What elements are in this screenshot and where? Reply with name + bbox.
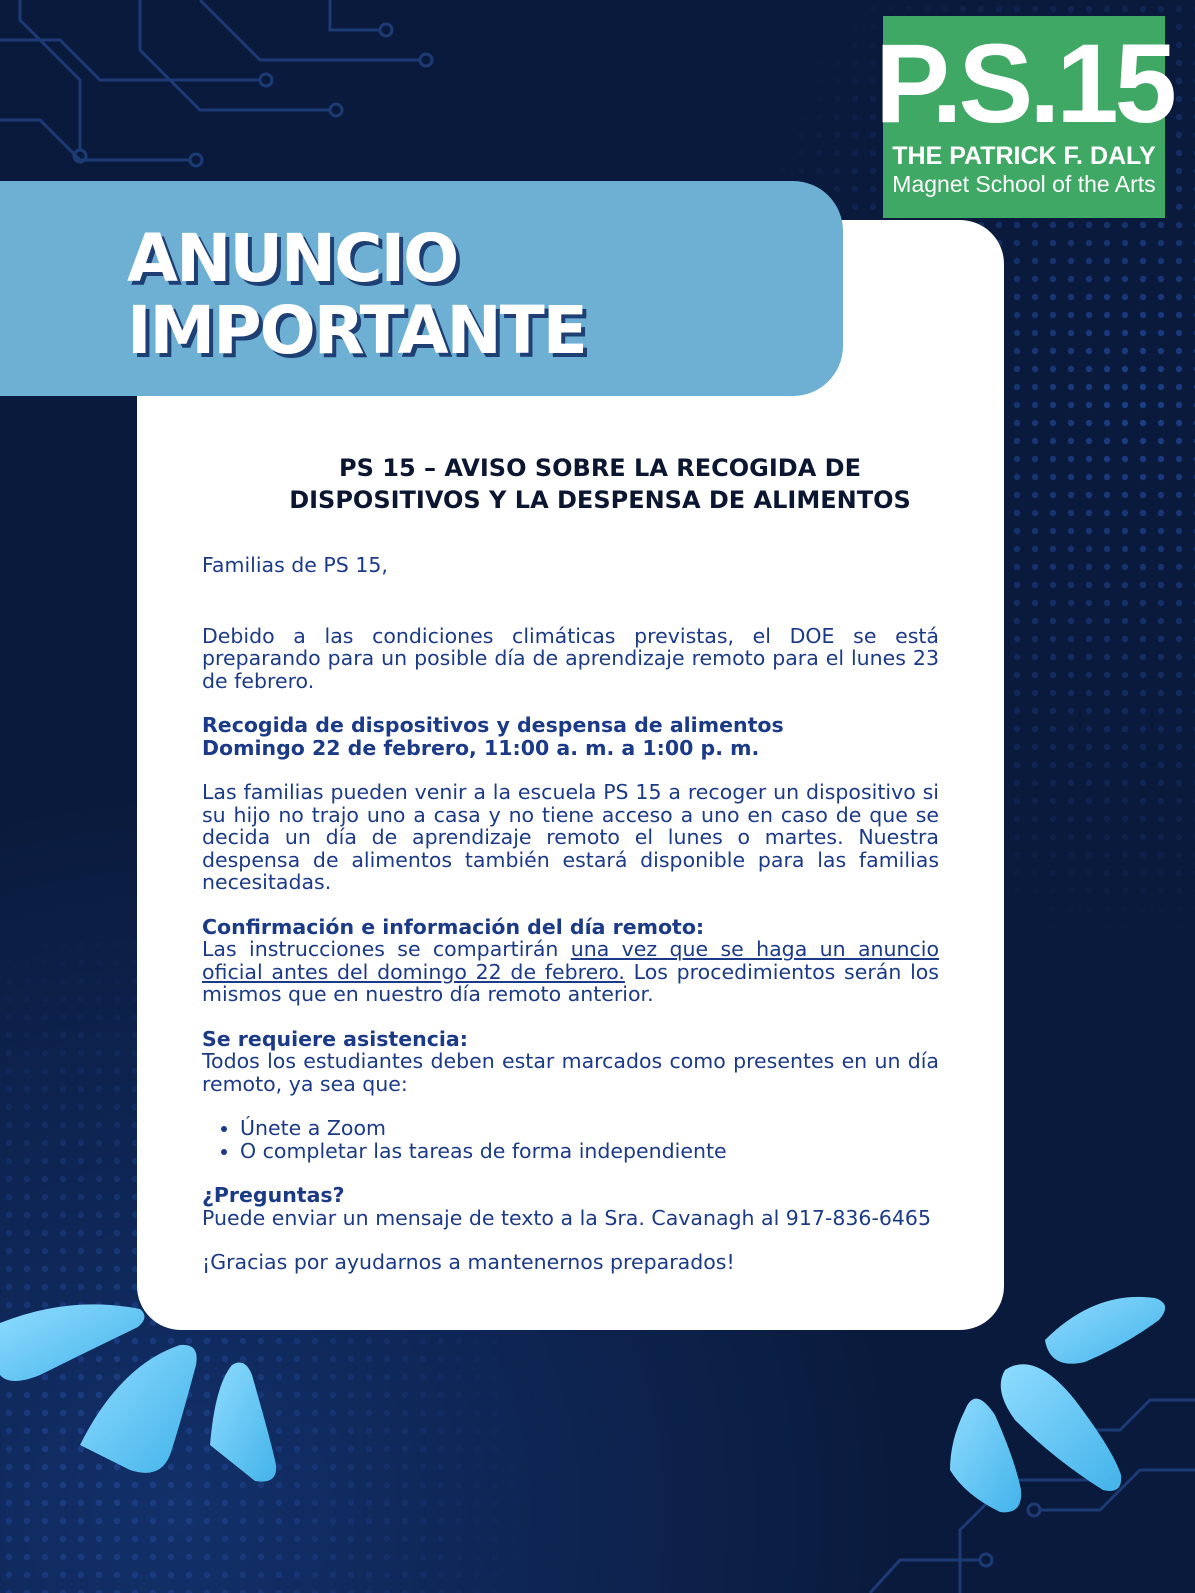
banner-title-line2: IMPORTANTE (127, 292, 586, 369)
questions-heading: ¿Preguntas? (202, 1183, 345, 1207)
confirm-heading: Confirmación e información del día remoto: (202, 914, 705, 939)
banner-title (127, 220, 586, 369)
drop-shapes-right-decoration (945, 1290, 1195, 1520)
headline-line1: PS 15 – AVISO SOBRE LA RECOGIDA DE (339, 454, 861, 482)
logo-school-name: THE PATRICK F. DALY (892, 142, 1156, 170)
logo-school-subtitle: Magnet School of the Arts (892, 171, 1156, 197)
pickup-when: Domingo 22 de febrero, 11:00 a. m. a 1:00 p. m. (202, 735, 760, 760)
announcement-banner (0, 181, 843, 396)
letter-body (202, 554, 939, 1274)
attendance-options-list (202, 1117, 939, 1162)
school-logo (875, 16, 1173, 218)
questions-paragraph: Puede enviar un mensaje de texto a la Sra. Cavanagh al 917-836-6465 (202, 1205, 932, 1230)
attendance-option: • Únete a Zoom (240, 1117, 939, 1140)
attendance-paragraph: Todos los estudiantes deben estar marcados como presentes en un día remoto, ya sea que: (202, 1049, 939, 1096)
confirm-underlined-text: una vez que se haga un anuncio oficial antes del domingo 22 de febrero. (202, 937, 939, 984)
notice-headline (170, 452, 1030, 516)
drop-shapes-left-decoration (0, 1295, 300, 1495)
logo-mark: P.S.15 (875, 21, 1173, 146)
confirm-text-pre: Las instrucciones se compartirán (202, 937, 571, 961)
confirm-text-post: Los procedimientos serán los mismos que en nuestro día remoto anterior. (202, 959, 939, 1006)
pickup-paragraph: Las familias pueden venir a la escuela PS 15 a recoger un dispositivo si su hijo no trajo uno a casa y no tiene acceso a uno en caso de que se decida un día de aprendizaje remoto el lunes o martes. Nuestra despensa de alimentos también estará disponible para las familias necesitadas. (202, 780, 939, 894)
greeting: Familias de PS 15, (202, 553, 388, 577)
banner-title-line1: ANUNCIO (127, 220, 458, 297)
attendance-heading: Se requiere asistencia: (202, 1026, 468, 1051)
confirm-paragraph (202, 938, 939, 1006)
attendance-option: • O completar las tareas de forma independiente (240, 1140, 939, 1163)
pickup-heading: Recogida de dispositivos y despensa de alimentos (202, 713, 784, 737)
intro-paragraph: Debido a las condiciones climáticas previstas, el DOE se está preparando para un posible día de aprendizaje remoto para el lunes 23 de febrero. (202, 623, 939, 693)
closing-line: ¡Gracias por ayudarnos a mantenernos preparados! (202, 1250, 735, 1274)
headline-line2: DISPOSITIVOS Y LA DESPENSA DE ALIMENTOS (289, 486, 911, 514)
